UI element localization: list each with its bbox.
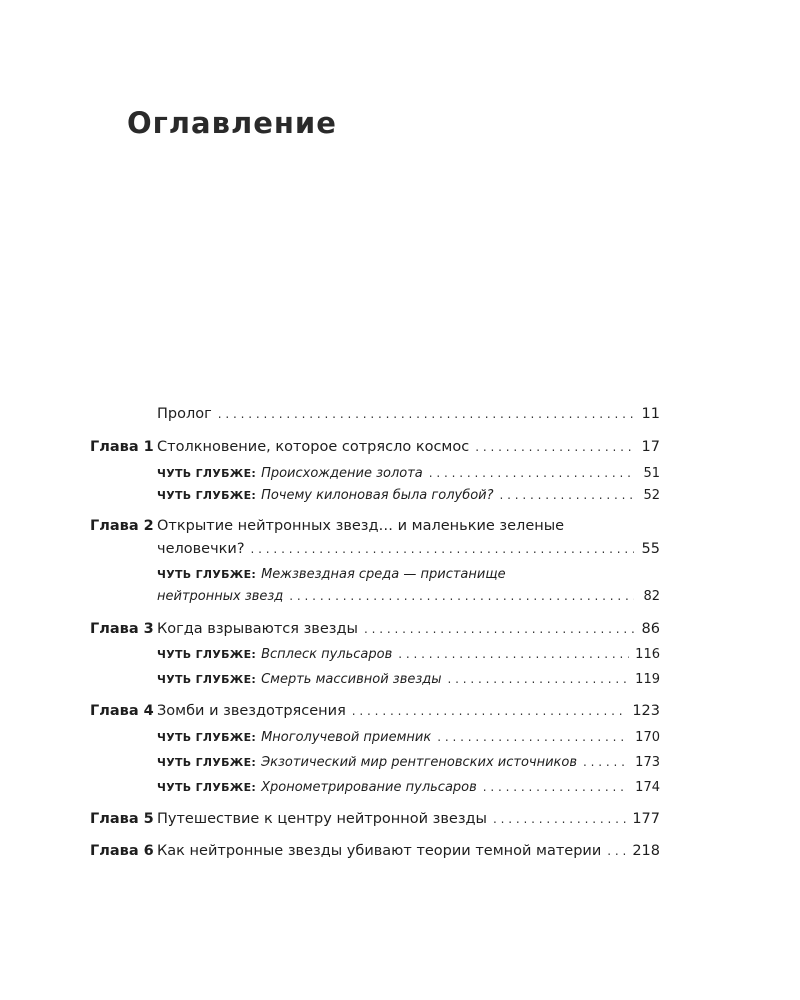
dot-leader (352, 702, 627, 720)
entry-title: Когда взрываются звезды (157, 621, 358, 637)
toc-entry-chapter-5[interactable] (157, 810, 660, 828)
entry-title: нейтронных звезд (157, 589, 284, 604)
dot-leader (448, 670, 630, 688)
entry-title: Как нейтронные звезды убивают теории темной материи (157, 843, 602, 859)
page-number: 51 (643, 466, 660, 481)
entry-title-line[interactable]: Открытие нейтронных звезд… и маленькие зеленые (157, 518, 565, 534)
entry-title: Путешествие к центру нейтронной звезды (157, 811, 488, 827)
sub-label: ЧУТЬ ГЛУБЖЕ: (157, 673, 257, 686)
sub-label: ЧУТЬ ГЛУБЖЕ: (157, 781, 257, 794)
page-number: 119 (635, 672, 660, 687)
page-number: 11 (641, 406, 660, 422)
page-number: 116 (635, 647, 660, 662)
dot-leader (475, 438, 634, 456)
page-number: 218 (632, 843, 660, 859)
chapter-label: Глава 4 (90, 703, 154, 719)
dot-leader (364, 620, 634, 638)
toc-entry-chapter-3[interactable] (157, 620, 660, 638)
sub-label: ЧУТЬ ГЛУБЖЕ: (157, 731, 257, 744)
entry-title: Происхождение золота (261, 466, 423, 481)
chapter-label: Глава 2 (90, 518, 154, 534)
dot-leader (583, 753, 629, 771)
dot-leader (500, 486, 634, 504)
toc-entry-chapter-4[interactable] (157, 702, 660, 720)
chapter-label: Глава 1 (90, 439, 154, 455)
sub-label: ЧУТЬ ГЛУБЖЕ: (157, 648, 257, 661)
entry-title: Хронометрирование пульсаров (261, 780, 477, 795)
toc-sub-entry[interactable] (157, 670, 660, 689)
sub-label: ЧУТЬ ГЛУБЖЕ: (157, 467, 257, 480)
entry-title: Смерть массивной звезды (261, 672, 442, 687)
toc-entry-chapter-6[interactable] (157, 842, 660, 860)
toc-sub-entry[interactable] (157, 778, 660, 797)
dot-leader (218, 405, 634, 423)
dot-leader (483, 778, 629, 796)
page-number: 55 (641, 541, 660, 557)
entry-title: Зомби и звездотрясения (157, 703, 346, 719)
page-number: 52 (643, 488, 660, 503)
dot-leader (251, 540, 634, 558)
entry-title: Экзотический мир рентгеновских источников (261, 755, 578, 770)
page-title: Оглавление (127, 106, 337, 140)
entry-title: Межзвездная среда — пристанище (261, 567, 506, 582)
page-number: 86 (641, 621, 660, 637)
toc-entry-chapter-2[interactable] (157, 540, 660, 558)
toc-sub-entry[interactable] (157, 645, 660, 664)
toc-sub-entry[interactable] (157, 753, 660, 772)
toc-entry-chapter-1[interactable] (157, 438, 660, 456)
page-number: 123 (632, 703, 660, 719)
page-number: 173 (635, 755, 660, 770)
sub-label: ЧУТЬ ГЛУБЖЕ: (157, 756, 257, 769)
dot-leader (429, 464, 634, 482)
page-number: 177 (632, 811, 660, 827)
toc-sub-entry[interactable] (157, 728, 660, 747)
dot-leader (289, 587, 634, 605)
entry-title: Почему килоновая была голубой? (261, 488, 494, 503)
page-number: 170 (635, 730, 660, 745)
entry-title: человечки? (157, 541, 245, 557)
entry-title: Многолучевой приемник (261, 730, 432, 745)
sub-label: ЧУТЬ ГЛУБЖЕ: (157, 489, 257, 502)
dot-leader (607, 842, 626, 860)
page-number: 174 (635, 780, 660, 795)
page-number: 17 (641, 439, 660, 455)
dot-leader (398, 645, 629, 663)
dot-leader (437, 728, 629, 746)
sub-label: ЧУТЬ ГЛУБЖЕ: (157, 568, 257, 581)
toc-sub-entry[interactable] (157, 486, 660, 505)
dot-leader (493, 810, 626, 828)
toc-sub-entry-line[interactable] (157, 566, 506, 584)
chapter-label: Глава 5 (90, 811, 154, 827)
chapter-label: Глава 3 (90, 621, 154, 637)
toc-entry-prologue[interactable] (157, 405, 660, 423)
toc-sub-entry[interactable] (157, 587, 660, 606)
entry-title: Столкновение, которое сотрясло космос (157, 439, 470, 455)
entry-title: Всплеск пульсаров (261, 647, 393, 662)
page-number: 82 (643, 589, 660, 604)
toc-sub-entry[interactable] (157, 464, 660, 483)
chapter-label: Глава 6 (90, 843, 154, 859)
entry-title: Пролог (157, 406, 212, 422)
